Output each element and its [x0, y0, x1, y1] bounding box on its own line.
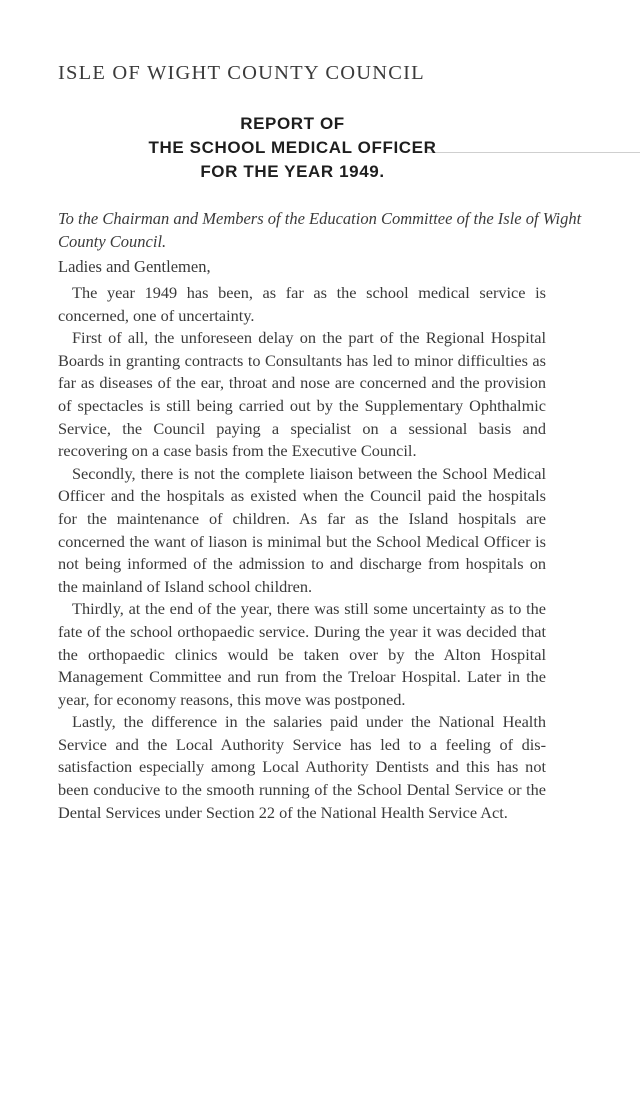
- paragraph-3: Secondly, there is not the complete liaison between the School Medical Officer and the hospitals as existed when the Council paid the hospitals for the maintenance of children. As far as the Island hospitals are concerned the want of liason is minimal but the School Medical Officer is not being informed of the admission to and discharge from hospitals on the mainland of Island school children.: [58, 463, 546, 596]
- report-title-line-1: REPORT OF: [240, 114, 345, 133]
- paragraph-4: Thirdly, at the end of the year, there was still some uncertainty as to the fate of the school orthopaedic service. During the year it was decided that the orthopaedic clinics would be taken over by the Alton Hospital Management Committee and run from the Treloar Hospital. Later in the year, for economy reasons, this move was postponed.: [58, 599, 546, 709]
- report-title: [0, 112, 585, 184]
- paragraph-5: Lastly, the difference in the salaries paid under the National Health Service and the Local Authority Service has led to a feeling of dis-satisfaction especially among Local Authority Dentists and this has not been conducive to the smooth running of the School Dental Service or the Dental Services under Section 22 of the National Health Service Act.: [58, 712, 546, 822]
- paragraph-1: The year 1949 has been, as far as the school medical service is concerned, one of uncertainty.: [58, 283, 546, 325]
- salutation: Ladies and Gentlemen,: [58, 257, 211, 276]
- council-heading: ISLE OF WIGHT COUNTY COUNCIL: [58, 62, 425, 84]
- report-body: [58, 282, 546, 824]
- paragraph-2: First of all, the unforeseen delay on the part of the Regional Hospital Boards in granting contracts to Consultants has led to minor difficulties as far as diseases of the ear, throat and nose are concerned and the provision of spectacles is still being carried out by the Supplementary Ophthalmic Service, the Council paying a specialist on a sessional basis and recovering on a case basis from the Executive Council.: [58, 328, 546, 461]
- report-title-line-2: THE SCHOOL MEDICAL OFFICER: [148, 138, 437, 157]
- report-title-line-3: FOR THE YEAR 1949.: [200, 162, 385, 181]
- address-line: To the Chairman and Members of the Education Committee of the Isle of Wight County Council.: [58, 209, 582, 251]
